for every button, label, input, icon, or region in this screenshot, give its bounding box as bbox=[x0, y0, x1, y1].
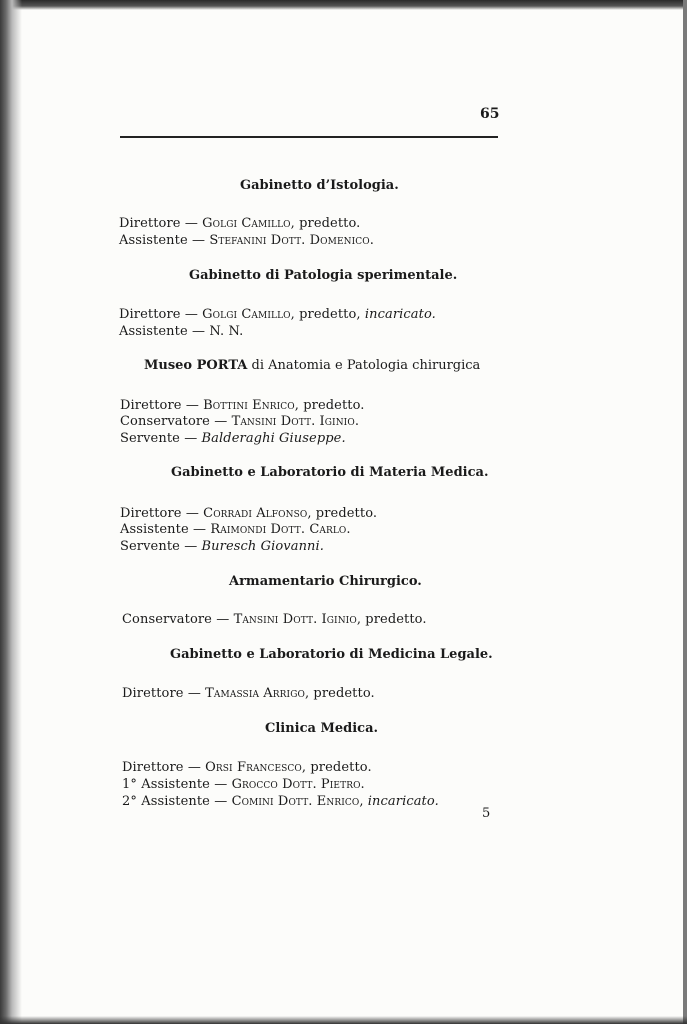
section-heading: Gabinetto d’Istologia. bbox=[240, 178, 399, 193]
staff-line: Assistente — Raimondi Dott. Carlo. bbox=[120, 522, 351, 537]
page-number: 65 bbox=[480, 106, 500, 122]
staff-line: Conservatore — Tansini Dott. Iginio. bbox=[120, 414, 360, 429]
header-rule bbox=[120, 136, 498, 138]
section-heading: Gabinetto e Laboratorio di Medicina Legale. bbox=[170, 647, 493, 662]
staff-line: Direttore — Golgi Camillo, predetto, incaricato. bbox=[119, 307, 436, 322]
staff-line: Assistente — Stefanini Dott. Domenico. bbox=[119, 233, 374, 248]
section-heading: Gabinetto e Laboratorio di Materia Medica. bbox=[171, 465, 489, 480]
section-heading: Gabinetto di Patologia sperimentale. bbox=[189, 268, 458, 283]
staff-line: 1° Assistente — Grocco Dott. Pietro. bbox=[122, 777, 365, 792]
section-heading: Museo PORTA di Anatomia e Patologia chirurgica bbox=[144, 358, 481, 373]
staff-line: Direttore — Orsi Francesco, predetto. bbox=[122, 760, 372, 775]
section-heading: Armamentario Chirurgico. bbox=[229, 574, 422, 589]
staff-line: Direttore — Bottini Enrico, predetto. bbox=[120, 398, 365, 413]
staff-line: Direttore — Tamassia Arrigo, predetto. bbox=[122, 686, 375, 701]
page-right-edge bbox=[683, 0, 687, 1024]
signature-mark: 5 bbox=[482, 806, 491, 821]
staff-line: 2° Assistente — Comini Dott. Enrico, incaricato. bbox=[122, 794, 439, 809]
staff-line: Servente — Balderaghi Giuseppe. bbox=[120, 431, 346, 446]
staff-line: Direttore — Golgi Camillo, predetto. bbox=[119, 216, 361, 231]
page-binding-shadow bbox=[0, 0, 22, 1024]
staff-line: Servente — Buresch Giovanni. bbox=[120, 539, 325, 554]
staff-line: Conservatore — Tansini Dott. Iginio, predetto. bbox=[122, 612, 427, 627]
page-top-edge bbox=[0, 0, 687, 10]
staff-line: Direttore — Corradi Alfonso, predetto. bbox=[120, 506, 378, 521]
section-heading: Clinica Medica. bbox=[265, 721, 379, 736]
page-bottom-edge bbox=[0, 1016, 687, 1024]
staff-line: Assistente — N. N. bbox=[119, 324, 244, 339]
